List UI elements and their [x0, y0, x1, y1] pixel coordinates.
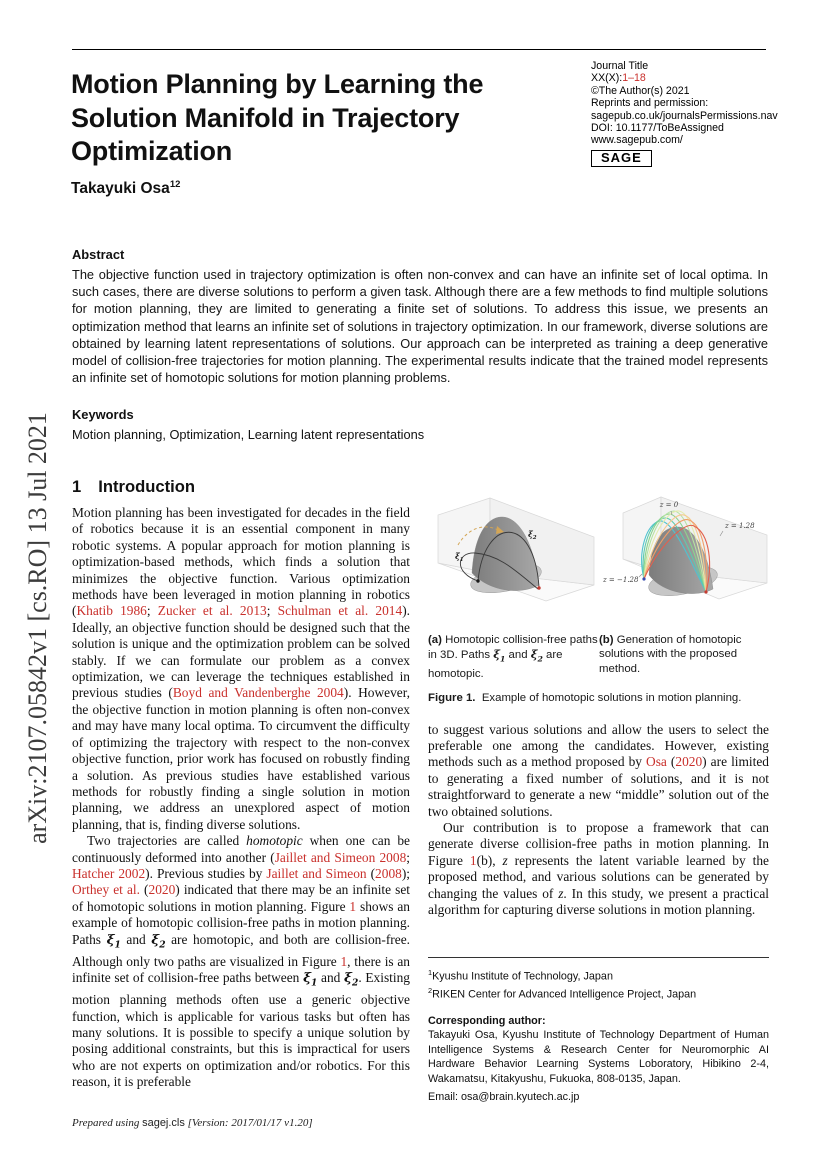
goal-point-dot — [537, 586, 540, 589]
footer-note — [72, 1117, 313, 1129]
text-segment: ; — [406, 849, 410, 865]
citation-link[interactable]: 2020 — [675, 754, 703, 770]
email-link[interactable]: osa@brain.kyutech.ac.jp — [461, 1091, 580, 1104]
citation-link[interactable]: Schulman et al. 2014 — [277, 603, 403, 619]
text-segment: ). However, the objective function in motion planning is often non-convex and may have many local optima. To circumvent the difficulty of optimizing the trajectory with respect to the non-convex objective function, prior work has focused on robustly finding a solution. As previous studies have established various methods for robustly finding a single solution in motion planning, we address an unexplored aspect of motion planning, that is, finding diverse solutions. — [72, 685, 411, 832]
text-segment: Two trajectories are called — [87, 833, 247, 849]
journal-doi-line: DOI: 10.1177/ToBeAssigned — [591, 122, 724, 135]
abstract-section — [72, 247, 768, 386]
right-column — [428, 495, 769, 918]
text-segment: Prepared using — [72, 1117, 143, 1129]
right-column-text — [428, 722, 769, 919]
text-segment: (a) — [428, 634, 442, 646]
text-segment: shows an example of homotopic collision-free paths in motion planning. Paths — [72, 898, 410, 947]
citation-link[interactable]: Jaillet and Simeon 2008 — [274, 849, 407, 865]
text-segment: [Version: 2017/01/17 v1.20] — [184, 1117, 313, 1129]
figure-1 — [428, 495, 769, 630]
text-segment: z — [558, 885, 564, 901]
text-segment: ξ — [493, 647, 500, 662]
text-segment: (b) — [599, 634, 614, 646]
text-segment: ). Ideally, an objective function should be designed such that the solution is unique and the optimization problem can be solved stably. If we can formulate our problem as a convex optimization, we can leverage the techniques established in previous studies ( — [72, 603, 410, 701]
text-segment: ) indicated that there may be an infinite set of homotopic solutions in motion planning. Figure — [72, 882, 411, 914]
keywords-section — [72, 407, 768, 443]
text-segment: Figure 1. — [428, 691, 476, 704]
journal-title-line: Journal Title — [591, 60, 649, 72]
email-line — [428, 1090, 769, 1104]
citation-link[interactable]: Khatib 1986 — [76, 603, 147, 619]
journal-url: www.sagepub.com/ — [591, 134, 683, 147]
text-segment: 2 — [428, 986, 433, 995]
corresponding-author-heading: Corresponding author: — [428, 1015, 546, 1027]
text-segment: homotopic — [246, 833, 303, 849]
figure1-panel-b-plot — [599, 495, 769, 630]
text-segment: , there is an infinite set of collision-free paths between — [72, 953, 410, 986]
text-segment: 1 — [311, 977, 318, 989]
text-segment: sagej.cls — [142, 1117, 185, 1129]
text-segment: ξ — [303, 970, 311, 987]
text-segment: ) are limited to generating a fixed number of solutions, and it is not straightforward to generate a new “middle” solution out of the two obtained solutions. — [428, 754, 769, 819]
text-segment: Motion planning has been investigated for decades in the field of robotics because it is an essential component in many robotic systems. A popular approach for motion planning is optimization-based methods, which finds a solution that minimizes the objective function. Various optimization methods have been leveraged in motion planning in robotics ( — [72, 505, 410, 619]
subcaption-a — [428, 633, 599, 682]
section-1-heading — [72, 477, 195, 497]
citation-link[interactable]: Boyd and Vandenberghe 2004 — [172, 685, 344, 701]
intro-paragraph-1 — [72, 505, 410, 833]
text-segment: XX(X): — [591, 72, 623, 85]
citation-link[interactable]: Jaillet and Simeon — [266, 865, 367, 881]
xi2-label: $\xi_2$ — [528, 529, 537, 541]
text-segment: z — [502, 852, 508, 868]
text-segment: represents the latent variable learned by the proposed method, and various solutions can be generated by changing the values of — [428, 852, 769, 901]
abstract-heading: Abstract — [72, 247, 125, 262]
text-segment: Homotopic collision-free paths in 3D. Paths — [428, 634, 598, 662]
text-segment: and — [317, 970, 345, 986]
email-label: Email: — [428, 1091, 461, 1104]
citation-link[interactable]: 1–18 — [622, 72, 646, 85]
journal-info — [591, 60, 778, 167]
figure1-panel-a-plot — [428, 495, 599, 630]
z-pos-label: z = 1.28 — [725, 522, 755, 530]
z-neg-label: z = −1.28 — [603, 576, 639, 584]
text-segment: ξ — [106, 931, 115, 948]
text-segment: 2 — [351, 977, 359, 989]
text-segment: 1 — [114, 939, 121, 951]
text-segment: 2 — [537, 654, 543, 664]
figure1-subcaptions — [428, 633, 769, 682]
affiliation-1 — [428, 966, 769, 984]
text-segment: 2 — [159, 939, 166, 951]
text-segment: are homotopic, and both are collision-free. Although only two paths are visualized in Figure — [72, 931, 410, 969]
text-segment: . Existing motion planning methods often use a generic objective function, which is applicable for various tasks but often has many solutions. It is possible to specify a unique solution by posing additional constraints, but this is impractical for users who are not experts on optimization and/or robotics. For this reason, it is preferable — [72, 970, 410, 1090]
citation-link[interactable]: Zucker et al. 2013 — [157, 603, 267, 619]
text-segment: ; — [146, 603, 158, 619]
header-rule — [72, 49, 766, 50]
journal-reprints-line: Reprints and permission: — [591, 97, 709, 110]
journal-issue-line — [591, 72, 778, 84]
text-segment: ξ — [530, 647, 538, 662]
citation-link[interactable]: 2008 — [375, 865, 402, 881]
author-name: Takayuki Osa — [71, 180, 170, 198]
z0-label: z = 0 — [659, 501, 679, 509]
affiliation-2 — [428, 984, 769, 1002]
paper-title: Motion Planning by Learning the Solution Manifold in Trajectory Optimization — [71, 69, 484, 166]
text-segment: ( — [666, 754, 676, 770]
section-number: 1 — [72, 477, 82, 496]
text-segment: ; — [266, 603, 278, 619]
corresponding-author-text: Takayuki Osa, Kyushu Institute of Technology Department of Human Intelligence Systems & Research Center for Neuromorphic AI Hardware Behavior Learning Systems Loboratory, Hibikino 2-4, Wakamatsu, Kitakyushu, Fukuoka, 808-0135, Japan. — [428, 1029, 769, 1085]
rightcol-paragraph-1 — [428, 722, 769, 820]
text-segment: are homotopic. — [428, 649, 563, 681]
journal-permissions-url: sagepub.co.uk/journalsPermissions.nav — [591, 109, 778, 122]
journal-copyright-line: ©The Author(s) 2021 — [591, 84, 690, 97]
footnotes-block — [428, 957, 769, 1104]
abstract-text: The objective function used in trajectory optimization is often non-convex and can have an infinite set of local optima. In such cases, there are diverse solutions to perform a given task. Although there are a few methods to find multiple solutions for motion planning, they are limited to generating a finite set of solutions. To address this issue, we presents an optimization method that learns an infinite set of solutions in trajectory optimization. In our framework, diverse solutions are obtained by learning latent representations of solutions. Our approach can be interpreted as training a deep generative model of collision-free trajectories for motion planning. The experimental results indicate that the trained model represents an infinite set of homotopic solutions for motion planning problems. — [72, 267, 768, 386]
left-column — [72, 505, 410, 1091]
rightcol-paragraph-2 — [428, 820, 769, 918]
text-segment: (b), — [476, 852, 503, 868]
text-segment: Kyushu Institute of Technology, Japan — [432, 970, 613, 983]
text-segment: RIKEN Center for Advanced Intelligence Project, Japan — [432, 988, 697, 1001]
section-title: Introduction — [98, 477, 196, 496]
text-segment: Example of homotopic solutions in motion planning. — [475, 691, 742, 704]
citation-link[interactable]: 2020 — [148, 882, 176, 898]
text-segment: . In this study, we present a practical algorithm for capturing diverse solutions in motion planning. — [428, 885, 770, 917]
text-segment: ( — [366, 865, 376, 881]
citation-link[interactable]: Orthey et al. — [72, 882, 140, 898]
keywords-text: Motion planning, Optimization, Learning latent representations — [72, 427, 425, 442]
text-segment: and — [120, 931, 152, 947]
text-segment: 1 — [428, 968, 433, 977]
text-segment: ξ — [151, 931, 160, 948]
text-segment: and — [505, 649, 531, 662]
author-affiliation-marks: 12 — [169, 179, 181, 190]
sage-logo: SAGE — [591, 150, 652, 167]
text-segment: ). Previous studies by — [145, 865, 267, 881]
zneg-tick — [639, 574, 642, 577]
citation-link[interactable]: 1 — [349, 898, 357, 914]
footnote-rule — [428, 957, 769, 958]
citation-link[interactable]: 1 — [340, 953, 348, 969]
text-segment: Our contribution is to propose a framework that can generate diverse collision-free paths in motion planning. In Figure — [428, 819, 769, 868]
author-line — [71, 179, 180, 198]
goal-point-dot — [704, 590, 707, 593]
text-segment: when one can be continuously deformed into another ( — [72, 833, 410, 865]
text-segment: 1 — [499, 654, 506, 664]
text-segment: Generation of homotopic solutions with the proposed method. — [599, 634, 742, 675]
text-segment: ξ — [344, 970, 352, 987]
xi1-label: $\xi_1$ — [455, 551, 464, 563]
arxiv-watermark: arXiv:2107.05842v1 [cs.RO] 13 Jul 2021 — [23, 412, 52, 844]
start-point-dot — [642, 577, 645, 580]
affiliations — [428, 966, 769, 1002]
subcaption-b — [599, 633, 769, 682]
text-segment: ( — [139, 882, 149, 898]
text-segment: ); — [401, 865, 411, 881]
intro-paragraph-2 — [72, 833, 410, 1090]
citation-link[interactable]: Hatcher 2002 — [72, 865, 146, 881]
figure1-caption — [428, 691, 769, 705]
keywords-heading: Keywords — [72, 407, 134, 422]
citation-link[interactable]: 1 — [469, 852, 477, 868]
text-segment: to suggest various solutions and allow the users to select the preferable one among the candidates. However, existing methods such as a method proposed by — [428, 721, 769, 770]
start-point-dot — [476, 579, 479, 582]
citation-link[interactable]: Osa — [646, 754, 667, 770]
